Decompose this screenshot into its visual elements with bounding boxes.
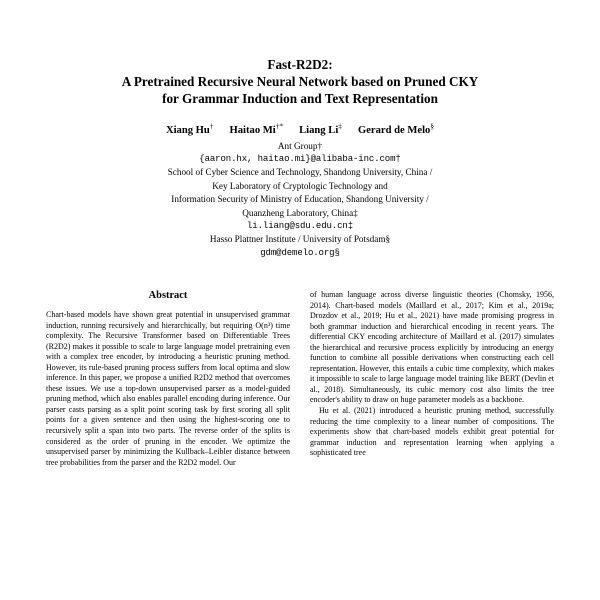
body-paragraph: Hu et al. (2021) introduced a heuristic pruning method, successfully reducing the time complexity to a linear number of compositions. The experiments show that chart-based models exhibit great potential for grammar induction and representation learning when applying a sophisticated tree xyxy=(310,406,554,458)
affiliation-block xyxy=(46,140,554,261)
affiliation-line: Quanzheng Laboratory, China‡ xyxy=(242,207,358,218)
affiliation-line: School of Cyber Science and Technology, Shandong University, China / xyxy=(167,167,433,178)
column-left xyxy=(46,290,290,468)
affiliation-line: Hasso Plattner Institute / University of Potsdam§ xyxy=(209,234,391,245)
author-name: Liang Li xyxy=(299,124,339,136)
author-entry xyxy=(165,121,214,136)
abstract-paragraph: Chart-based models have shown great potential in unsupervised grammar induction, running recursively and hierarchically, but requiring O(n³) time complexity. The Recursive Transformer based on Differentiable Trees (R2D2) makes it possible to scale to large language model pretraining even with a complex tree encoder, by introducing a heuristic pruning method. However, its rule-based pruning process suffers from local optima and slow inference. In this paper, we propose a unified R2D2 method that overcomes these issues. We use a top-down unsupervised parser as a model-guided pruning method, which also enables parallel encoding during inference. Our parser casts parsing as a split point scoring task by first scoring all split points for a given sentence and then using the highest-scoring one to recursively split a span into two parts. The reverse order of the splits is considered as the order of pruning in the encoder. We optimize the unsupervised parser by minimizing the Kullback–Leibler distance between tree probabilities from the parser and the R2D2 model. Our xyxy=(46,310,290,467)
affiliation-email: gdm@demelo.org§ xyxy=(260,247,340,258)
author-affiliation-mark: § xyxy=(430,121,435,130)
page-title xyxy=(46,56,554,107)
column-right xyxy=(310,290,554,468)
title-line-1: Fast-R2D2: xyxy=(267,57,333,72)
author-affiliation-mark: †* xyxy=(275,121,284,130)
author-name: Gerard de Melo xyxy=(357,124,431,136)
affiliation-email: li.liang@sdu.edu.cn‡ xyxy=(246,220,354,231)
title-line-2: A Pretrained Recursive Neural Network based on Pruned CKY xyxy=(121,74,479,89)
abstract-heading: Abstract xyxy=(148,290,188,301)
author-list xyxy=(46,119,554,138)
affiliation-line: Ant Group† xyxy=(277,140,323,151)
author-entry xyxy=(299,121,342,136)
body-columns xyxy=(46,290,554,468)
author-name: Xiang Hu xyxy=(165,124,210,136)
affiliation-email: {aaron.hx, haitao.mi}@alibaba-inc.com† xyxy=(199,153,401,164)
body-paragraph: of human language across diverse linguistic theories (Chomsky, 1956, 2014). Chart-based models (Maillard et al., 2017; Kim et al., 2019a; Drozdov et al., 2019; Hu et al., 2021) have made promising progress in both grammar induction and hierarchical encoding in recent years. The differential CKY encoding architecture of Maillard et al. (2017) simulates the hierarchical and recursive process explicitly by introducing an energy function to combine all possible derivations when constructing each cell representation. However, this entails a cubic time complexity, which makes it impossible to scale to large language model training like BERT (Devlin et al., 2018). Simultaneously, its cubic memory cost also limits the tree encoder's ability to draw on huge parameter models as a backbone. xyxy=(310,290,554,405)
affiliation-line: Key Laboratory of Cryptologic Technology and xyxy=(212,180,388,191)
author-entry xyxy=(229,121,284,136)
author-affiliation-mark: ‡ xyxy=(338,121,342,130)
title-line-3: for Grammar Induction and Text Representation xyxy=(162,91,438,106)
affiliation-line: Information Security of Ministry of Education, Shandong University / xyxy=(171,194,429,205)
author-entry xyxy=(357,121,435,136)
author-name: Haitao Mi xyxy=(229,124,276,136)
author-affiliation-mark: † xyxy=(209,121,214,130)
